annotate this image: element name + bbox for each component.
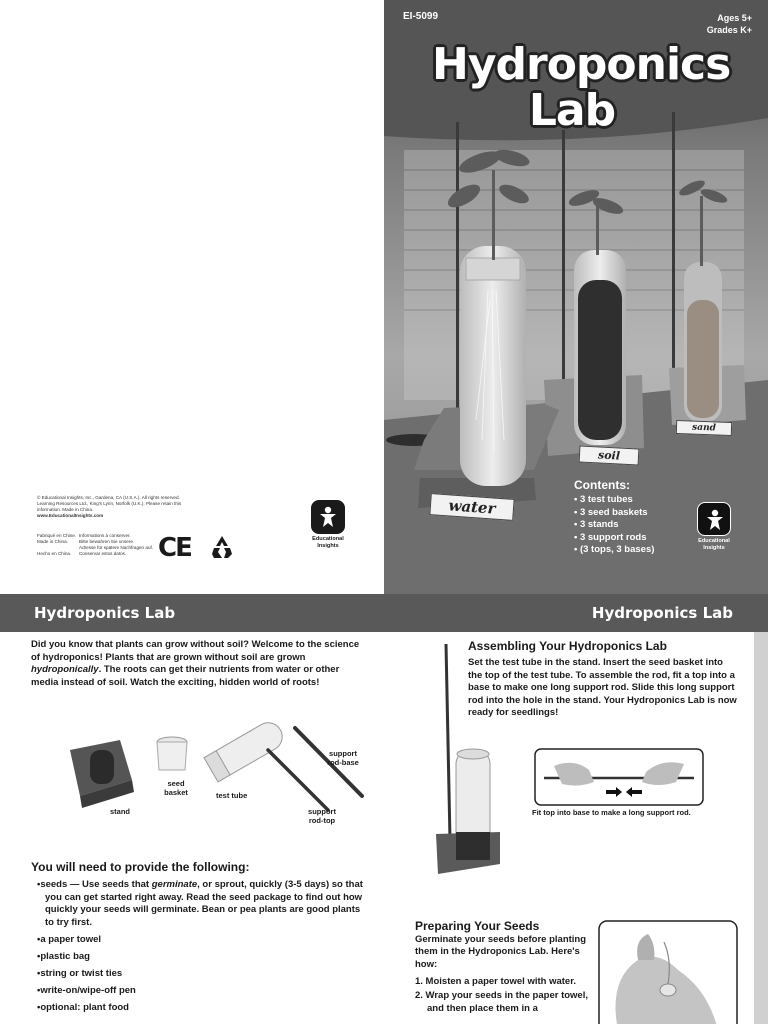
recycle-icon	[208, 532, 236, 562]
item-text: seeds — Use seeds that	[40, 879, 152, 890]
list-item: • write-on/wipe-off pen	[37, 985, 367, 998]
origin-notice	[37, 533, 157, 557]
list-item: 2. Wrap your seeds in the paper towel, and then place them in a	[415, 990, 588, 1014]
kid-mascot-icon	[311, 500, 345, 534]
assemble-heading: Assembling Your Hydroponics Lab	[468, 639, 667, 653]
list-item: 1. Moisten a paper towel with water.	[415, 976, 577, 987]
legal-notice	[37, 495, 187, 519]
intro-text: . The roots can get their nutrients from water or other media instead of soil. Watch the exciting, hidden world of roots!	[31, 664, 340, 688]
assemble-paragraph: Set the test tube in the stand. Insert the seed basket into the top of the test tube. To assemble the rod, fit a top into a base to make one long support rod. Slide this long support rod into the hole in the stand. Your Hydroponics Lab is now ready for seedlings!	[468, 657, 737, 719]
list-item: • 3 stands	[574, 519, 654, 532]
item-emphasis: germinate	[151, 879, 198, 890]
contents-list	[574, 494, 654, 557]
prep-intro: Germinate your seeds before planting them in the Hydroponics Lab. Here's how:	[415, 934, 587, 970]
origin-line: Informations à conserver.	[79, 533, 131, 538]
list-item: • 3 support rods	[574, 532, 654, 545]
hands-joining-rod-illustration	[534, 748, 704, 806]
origin-left	[37, 533, 79, 557]
logo-line: Insights	[703, 544, 725, 551]
list-item: • string or twist ties	[37, 968, 367, 981]
logo-line: Educational	[698, 538, 730, 544]
origin-line: Fabriqué en Chine.	[37, 533, 77, 538]
origin-line: Conservar estos datos.	[79, 551, 127, 556]
label-test-tube: test tube	[216, 791, 248, 800]
intro-emphasis: hydroponically	[31, 664, 99, 676]
grades-text: Grades K+	[706, 25, 752, 35]
origin-line: Hecho en China.	[37, 551, 72, 556]
educational-insights-logo	[302, 500, 354, 549]
soil-tag: soil	[579, 445, 640, 465]
contents-heading: Contents:	[574, 478, 630, 492]
origin-line: Bitte bewahren Sie unsere	[79, 539, 133, 544]
list-item: • 3 test tubes	[574, 494, 654, 507]
origin-line: Adresse für spätere Nachfragen auf.	[79, 545, 154, 550]
ce-mark: CE	[158, 533, 191, 563]
list-item: • plastic bag	[37, 951, 367, 964]
label-support-rod-top: support rod-top	[308, 807, 336, 825]
logo-text	[688, 538, 740, 551]
list-item-continued: • (3 tops, 3 bases)	[574, 544, 654, 557]
sand-tag: sand	[676, 420, 732, 436]
provide-heading: You will need to provide the following:	[31, 860, 250, 874]
water-tag: water	[429, 493, 514, 521]
legal-text: © Educational Insights, Inc., Gardena, CA (U.S.A.). All rights reserved. Learning Resources Ltd., King's Lynn, Norfolk (U.K.). Please retain this information. Made in China.	[37, 495, 182, 512]
page-header-title: Hydroponics Lab	[34, 604, 176, 622]
title-line: Hydroponics	[432, 39, 731, 90]
cover-title	[432, 39, 731, 136]
kid-mascot-icon	[697, 502, 731, 536]
intro-paragraph	[31, 639, 367, 689]
ages-text: Ages 5+	[717, 13, 752, 23]
item-text: , or sprout, quickly (3-5 days) so that you can get started right away. Read the seed package to find out how quickly your seeds will germinate. Bean or pea plants are good plants to try first.	[45, 879, 363, 928]
educational-insights-logo	[688, 502, 740, 551]
list-item: • a paper towel	[37, 934, 367, 947]
hand-holding-seed-photo	[598, 920, 738, 1024]
label-seed-basket: seed basket	[164, 779, 188, 797]
prep-steps	[415, 976, 595, 1017]
age-grade-label	[707, 12, 752, 36]
origin-line: Made in China.	[37, 539, 68, 544]
product-code: EI-5099	[403, 11, 439, 22]
page-header	[384, 594, 768, 632]
provide-list	[37, 879, 367, 1019]
hands-caption: Fit top into base to make a long support rod.	[532, 808, 691, 817]
logo-text	[302, 536, 354, 549]
logo-line: Insights	[317, 542, 339, 549]
list-item: • optional: plant food	[37, 1002, 367, 1015]
origin-right	[79, 533, 157, 557]
intro-text: Did you know that plants can grow without soil? Welcome to the science of hydroponics! Plants that are grown without soil are grown	[31, 639, 360, 663]
website-text: www.EducationalInsights.com	[37, 513, 104, 518]
back-cover	[0, 0, 384, 594]
instructions-page-left	[0, 594, 384, 1024]
list-item	[37, 879, 367, 929]
list-item: • 3 seed baskets	[574, 507, 654, 520]
contents-box	[574, 478, 654, 557]
front-cover	[384, 0, 768, 594]
label-support-rod-base: support rod-base	[327, 749, 359, 767]
page-header-title: Hydroponics Lab	[591, 604, 733, 622]
prep-heading: Preparing Your Seeds	[415, 919, 540, 933]
page-header	[0, 594, 384, 632]
label-stand: stand	[110, 807, 131, 816]
instructions-page-right	[384, 594, 768, 1024]
logo-line: Educational	[312, 536, 344, 542]
title-line: Lab	[528, 85, 616, 136]
page-edge	[754, 632, 768, 1024]
